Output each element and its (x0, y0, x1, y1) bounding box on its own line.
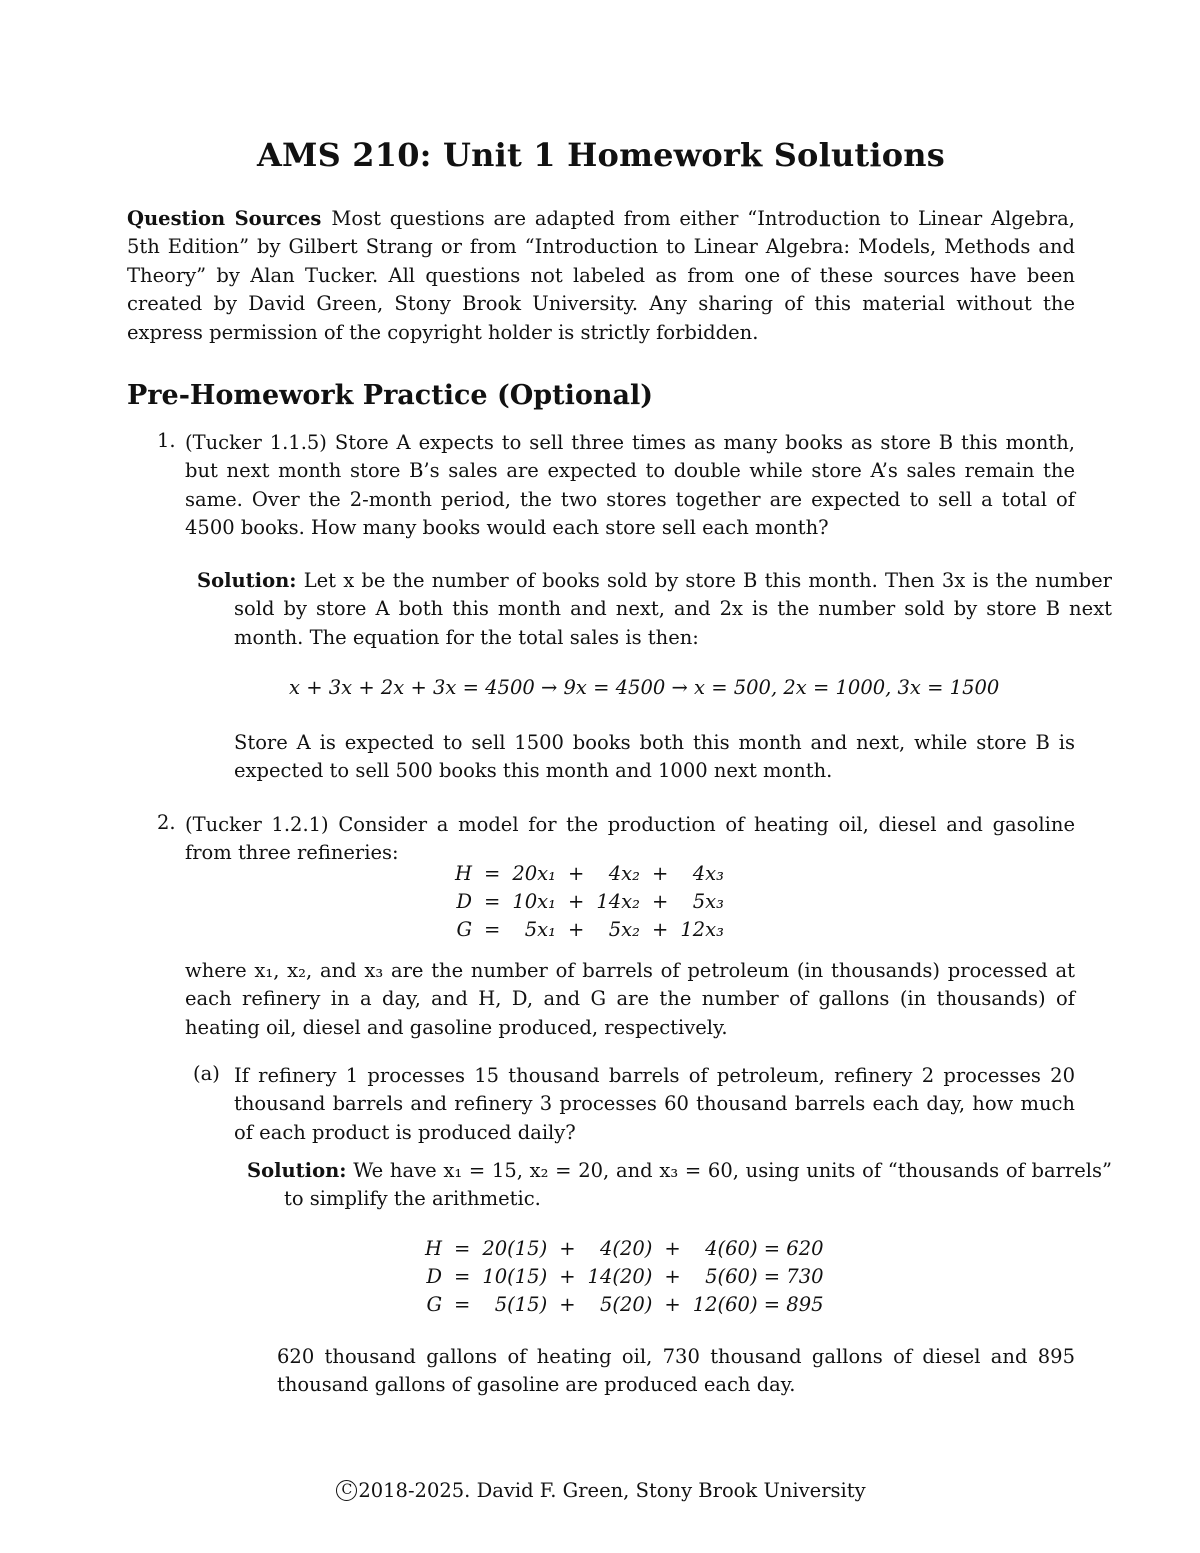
q2a-system-cell: 4(20) (599, 1237, 653, 1260)
q1-number: 1. (157, 429, 176, 452)
q2-system-cell: + (568, 862, 585, 885)
question-sources (127, 205, 1075, 347)
q2a-system-cell: 10(15) (482, 1265, 548, 1288)
q2a-solution (247, 1157, 1112, 1214)
question-sources-label: Question Sources (127, 207, 322, 230)
q2a-system-cell: + (559, 1265, 576, 1288)
q2a-system-table (419, 1235, 830, 1319)
q2-system-cell: + (651, 862, 669, 885)
page-title: AMS 210: Unit 1 Homework Solutions (256, 136, 945, 174)
copyright-icon: C (336, 1480, 357, 1501)
q1-equation: x + 3x + 2x + 3x = 4500 → 9x = 4500 → x = 500, 2x = 1000, 3x = 1500 (289, 676, 1000, 699)
q2-system-row (449, 888, 730, 916)
q2-system-cell: 20x₁ (512, 862, 556, 885)
q2-system-cell: 5x₃ (692, 890, 724, 913)
q2a-system-cell: 14(20) (587, 1265, 653, 1288)
q2-system-row (449, 860, 730, 888)
q1-conclusion: Store A is expected to sell 1500 books both this month and next, while store B is expected to sell 500 books this month and 1000 next month. (234, 731, 1075, 783)
q2-system-cell: = (484, 862, 501, 885)
q2-system-cell: + (651, 918, 669, 941)
q2-number: 2. (157, 811, 176, 834)
q2a-conclusion: 620 thousand gallons of heating oil, 730 thousand gallons of diesel and 895 thousand gallons of gasoline are produced each day. (277, 1345, 1075, 1397)
q2a-system-row (419, 1235, 830, 1263)
q2-system-cell: = (484, 918, 501, 941)
q2-text: (Tucker 1.2.1) Consider a model for the production of heating oil, diesel and gasoline from three refineries: (185, 813, 1075, 865)
q2-system-cell: 4x₂ (608, 862, 640, 885)
q2-system-cell: H (455, 862, 473, 885)
q2a-system-cell: = (454, 1293, 471, 1316)
q2-system-cell: G (456, 918, 473, 941)
q1-solution (197, 567, 1112, 652)
q2a-system-cell: 12(60) = 895 (692, 1293, 824, 1316)
q2-system-cell: D (456, 890, 473, 913)
q2a-system-row (419, 1263, 830, 1291)
q2a-system-cell: G (426, 1293, 443, 1316)
q2-system-cell: 4x₃ (692, 862, 724, 885)
q2-system-cell: 5x₁ (524, 918, 556, 941)
q2-where-text: where x₁, x₂, and x₃ are the number of barrels of petroleum (in thousands) processed at each refinery in a day, and H, D, and G are the number of gallons (in thousands) of heating oil, diesel and gasoline produced, respectively. (185, 959, 1075, 1039)
q1-solution-text: Let x be the number of books sold by store B this month. Then 3x is the number sold by store A both this month and next, and 2x is the number sold by store B next month. The equation for the total sales is then: (234, 569, 1112, 649)
q2a-system-cell: 20(15) (482, 1237, 548, 1260)
q2a-system-cell: = (454, 1265, 471, 1288)
q2a-system-cell: 5(15) (494, 1293, 548, 1316)
q2a-solution-text: We have x₁ = 15, x₂ = 20, and x₃ = 60, using units of “thousands of barrels” to simplify the arithmetic. (284, 1159, 1112, 1211)
q1-text: (Tucker 1.1.5) Store A expects to sell three times as many books as store B this month, but next month store B’s sales are expected to double while store A’s sales remain the same. Over the 2-month period, the two stores together are expected to sell a total of 4500 books. How many books would each store sell each month? (185, 431, 1075, 540)
q2-system-cell: 14x₂ (596, 890, 640, 913)
q1-solution-label: Solution: (197, 569, 297, 592)
q2-system-cell: + (568, 890, 585, 913)
q2a-system-cell: 5(20) (599, 1293, 653, 1316)
question-sources-text: Most questions are adapted from either “Introduction to Linear Algebra, 5th Edition” by Gilbert Strang or from “Introduction to Linear Algebra: Models, Methods and Theory” by Alan Tucker. All questions not labeled as from one of these sources have been created by David Green, Stony Brook University. Any sharing of this material without the express permission of the copyright holder is strictly forbidden. (127, 207, 1075, 344)
q2a-system-cell: 5(60) = 730 (705, 1265, 824, 1288)
q2a-system-cell: + (664, 1293, 681, 1316)
q2-system-cell: 10x₁ (512, 890, 556, 913)
q2a-system-cell: + (664, 1265, 681, 1288)
q2a-system-cell: 4(60) = 620 (705, 1237, 824, 1260)
footer-text: 2018-2025. David F. Green, Stony Brook University (358, 1479, 866, 1502)
q2a-system-row (419, 1291, 830, 1319)
q2-system-cell: + (568, 918, 585, 941)
q2-system-cell: 5x₂ (608, 918, 640, 941)
section-title: Pre-Homework Practice (Optional) (127, 380, 654, 411)
q2-system-row (449, 916, 730, 944)
q2-system-table (449, 860, 730, 944)
q2a-system-cell: + (559, 1293, 576, 1316)
q2-system-cell: 12x₃ (680, 918, 724, 941)
q2a-system-cell: + (664, 1237, 681, 1260)
q2a-label: (a) (193, 1062, 220, 1085)
q2a-system-cell: + (559, 1237, 576, 1260)
q2a-system-cell: H (425, 1237, 443, 1260)
q2-system-cell: + (651, 890, 669, 913)
q2a-system-cell: = (454, 1237, 471, 1260)
q2a-system-cell: D (426, 1265, 443, 1288)
q2-system-cell: = (484, 890, 501, 913)
q2a-text: If refinery 1 processes 15 thousand barrels of petroleum, refinery 2 processes 20 thousand barrels and refinery 3 processes 60 thousand barrels each day, how much of each product is produced daily? (234, 1064, 1075, 1144)
q2a-solution-label: Solution: (247, 1159, 347, 1182)
footer (127, 1476, 1075, 1502)
